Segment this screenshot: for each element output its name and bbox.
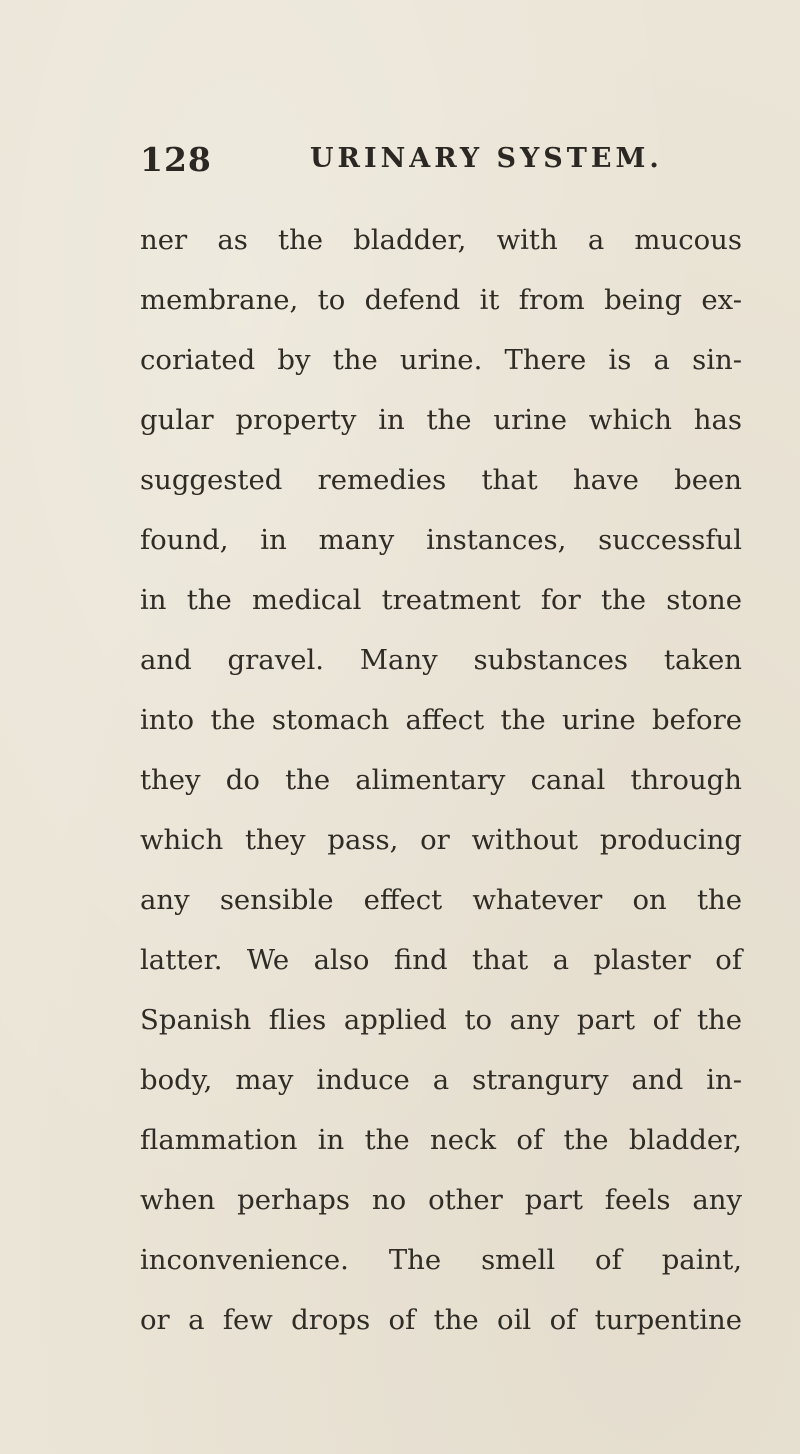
text-line: into the stomach affect the urine before <box>140 704 742 736</box>
text-line: body, may induce a strangury and in- <box>140 1064 742 1096</box>
page-number: 128 <box>140 140 212 179</box>
text-line: latter. We also find that a plaster of <box>140 944 742 976</box>
text-line: inconvenience. The smell of paint, <box>140 1244 742 1276</box>
text-line: they do the alimentary canal through <box>140 764 742 796</box>
text-line: in the medical treatment for the stone <box>140 584 742 616</box>
text-line: when perhaps no other part feels any <box>140 1184 742 1216</box>
text-line: which they pass, or without producing <box>140 824 742 856</box>
text-line: any sensible effect whatever on the <box>140 884 742 916</box>
running-head <box>140 140 760 190</box>
text-line: suggested remedies that have been <box>140 464 742 496</box>
text-line: gular property in the urine which has <box>140 404 742 436</box>
section-title: URINARY SYSTEM. <box>310 143 663 174</box>
text-line: coriated by the urine. There is a sin- <box>140 344 742 376</box>
text-line: ner as the bladder, with a mucous <box>140 224 742 256</box>
text-line: found, in many instances, successful <box>140 524 742 556</box>
text-line: and gravel. Many substances taken <box>140 644 742 676</box>
text-line: Spanish flies applied to any part of the <box>140 1004 742 1036</box>
body-text <box>140 210 742 1350</box>
text-line: membrane, to defend it from being ex- <box>140 284 742 316</box>
text-line: or a few drops of the oil of turpentine <box>140 1304 742 1336</box>
text-line: flammation in the neck of the bladder, <box>140 1124 742 1156</box>
